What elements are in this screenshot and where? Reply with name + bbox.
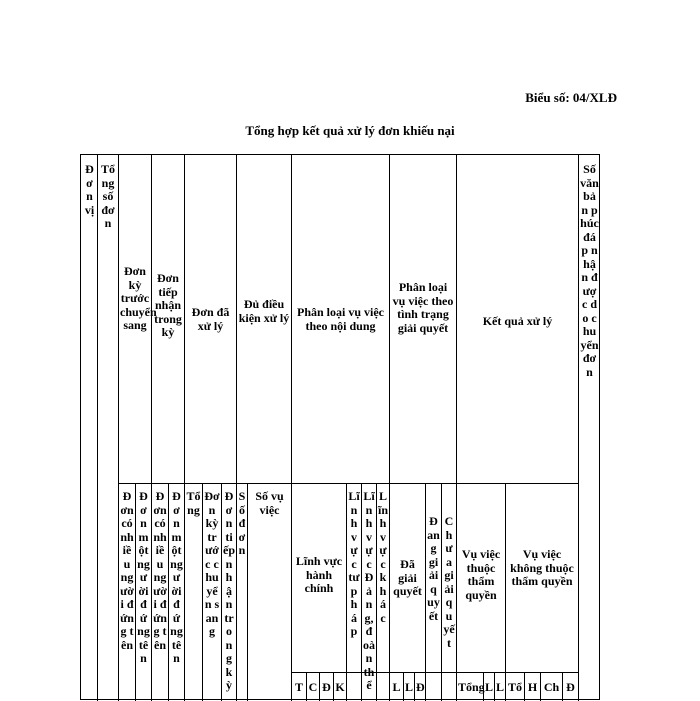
header-tong-so-don: Tổng số đơn: [100, 162, 115, 230]
document-title: Tổng hợp kết quả xử lý đơn khiếu nại: [245, 123, 455, 138]
header-so-don: Số đơn: [238, 489, 246, 557]
form-code: Biểu số: 04/XLĐ: [525, 90, 617, 105]
header-so-vu-viec: Số vụ việc: [255, 489, 284, 517]
header-hanh-chinh-sub-4: K: [335, 680, 345, 694]
header-da-giai-quyet: Đã giải quyết: [393, 557, 422, 598]
complaint-results-table: [80, 154, 600, 700]
header-linh-vuc-hanh-chinh: Lĩnh vực hành chính: [295, 554, 343, 595]
header-phan-loai-tinh-trang: Phân loại vụ việc theo tình trạng giải quyết: [392, 280, 454, 335]
header-du-dieu-kien: Đủ điều kiện xử lý: [238, 297, 290, 325]
header-tong: Tổng: [186, 489, 201, 517]
header-thuoc-tham-quyen-tong: Tổng: [458, 680, 485, 694]
header-linh-vuc-tu-phap: Lĩnh vực tư pháp: [348, 489, 360, 638]
header-don-tiep-nhan-trong-ky: Đơn tiếp nhận trong kỳ: [223, 489, 235, 692]
header-thuoc-tham-quyen: Vụ việc thuộc thẩm quyền: [461, 547, 501, 602]
header-thuoc-tham-quyen-sub-2: L: [485, 680, 494, 694]
header-hanh-chinh-sub-2: C: [308, 680, 318, 694]
header-don-da-xu-ly: Đơn đã xử lý: [191, 305, 230, 333]
header-dang-giai-quyet: Đang giải quyết: [427, 514, 440, 623]
header-linh-vuc-dang: Lĩnh vực Đảng, đoàn thể: [363, 489, 375, 692]
header-don-co-nhieu-nguoi-1: Đơn có nhiều người đứng tên: [120, 489, 134, 652]
header-don-mot-nguoi-1: Đơn một người đứng tên: [137, 489, 150, 665]
header-khong-thuoc-tham-quyen-tong: Tổ: [507, 680, 522, 694]
grid-line: [118, 483, 578, 484]
header-phan-loai-noi-dung: Phân loại vụ việc theo nội dung: [296, 305, 384, 333]
header-linh-vuc-khac: Lĩnh vực khác: [378, 489, 389, 625]
grid-line: [389, 155, 390, 701]
header-don-ky-truoc-chuyen-sang: Đơn kỳ trước chuyển sang: [204, 489, 220, 638]
header-hanh-chinh-sub-3: Đ: [322, 680, 331, 694]
header-chua-giai-quyet: Chưa giải quyết: [443, 514, 455, 650]
header-don-mot-nguoi-2: Đơn một người đứng tên: [170, 489, 183, 665]
header-thuoc-tham-quyen-sub-3: L: [496, 680, 505, 694]
header-don-tiep-nhan: Đơn tiếp nhận trong kỳ: [154, 271, 182, 339]
header-khong-thuoc-tham-quyen-sub-2: H: [527, 680, 538, 694]
grid-line: [236, 155, 237, 701]
header-da-giai-quyet-sub-1: L: [392, 680, 401, 694]
header-don-ky-truoc: Đơn kỳ trước chuyển sang: [120, 264, 157, 332]
header-khong-thuoc-tham-quyen-sub-4: Đ: [566, 680, 575, 694]
header-don-vi: Đơn vị: [84, 162, 95, 217]
header-ket-qua-xu-ly: Kết quả xử lý: [482, 314, 553, 328]
grid-line: [184, 155, 185, 701]
header-khong-thuoc-tham-quyen-sub-3: Ch: [543, 680, 560, 694]
header-da-giai-quyet-sub-2: L: [405, 680, 414, 694]
grid-line: [291, 672, 578, 673]
grid-line: [291, 155, 292, 701]
header-da-giai-quyet-sub-3: Đ: [416, 680, 425, 694]
header-so-van-ban: Số văn bản phúc đáp nhận được do chuyển đơn: [580, 162, 599, 379]
header-khong-thuoc-tham-quyen: Vụ việc không thuộc thẩm quyền: [510, 547, 574, 588]
header-hanh-chinh-sub-1: T: [294, 680, 303, 694]
grid-line: [97, 155, 98, 701]
grid-line: [456, 155, 457, 701]
header-don-co-nhieu-nguoi-2: Đơn có nhiều người đứng tên: [153, 489, 167, 652]
grid-line: [505, 483, 506, 701]
